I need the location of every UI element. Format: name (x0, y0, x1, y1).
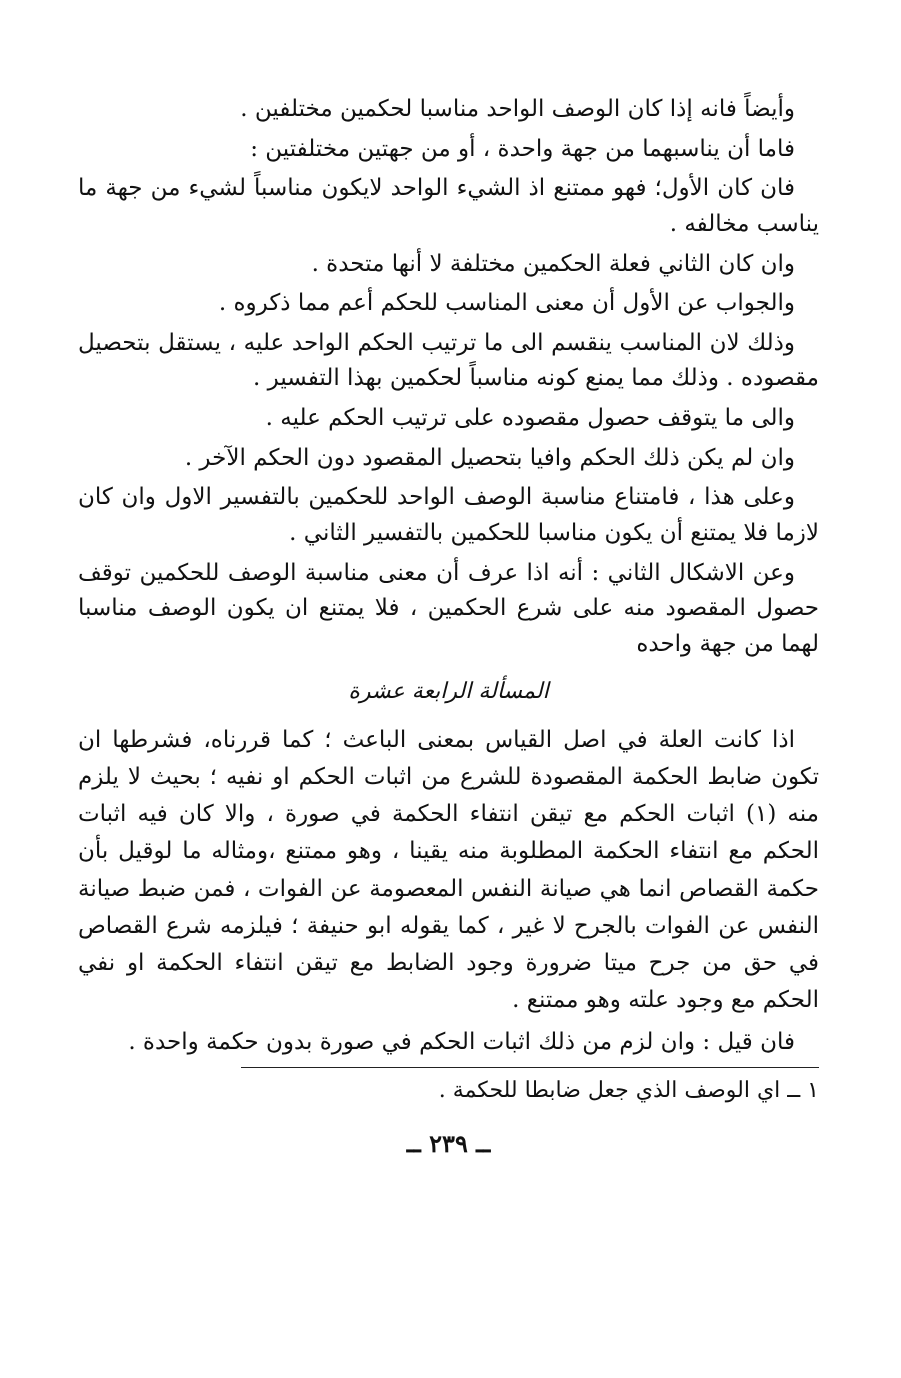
paragraph: والى ما يتوقف حصول مقصوده على ترتيب الحكم عليه . (265, 405, 795, 432)
section-body-text (78, 722, 819, 1061)
paragraph: وعلى هذا ، فامتناع مناسبة الوصف الواحد للحكمين بالتفسير الاول وان كان لازما فلا يمتنع أن يكون مناسبا للحكمين بالتفسير الثاني . (78, 484, 819, 547)
paragraph: وان كان الثاني فعلة الحكمين مختلفة لا أنها متحدة . (311, 250, 795, 277)
paragraph: وذلك لان المناسب ينقسم الى ما ترتيب الحكم الواحد عليه ، يستقل بتحصيل مقصوده . وذلك مما يمنع كونه مناسباً لحكمين بهذا التفسير . (78, 329, 819, 392)
paragraph: والجواب عن الأول أن معنى المناسب للحكم أعم مما ذكروه . (218, 290, 795, 317)
paragraph: وان لم يكن ذلك الحكم وافيا بتحصيل المقصود دون الحكم الآخر . (184, 444, 795, 471)
paragraph: فاما أن يناسبهما من جهة واحدة ، أو من جهتين مختلفتين : (250, 135, 795, 162)
paragraph: وعن الاشكال الثاني : أنه اذا عرف أن معنى مناسبة الوصف للحكمين توقف حصول المقصود منه على شرع الحكمين ، فلا يمتنع ان يكون الوصف مناسبا لهما من جهة واحده (78, 559, 819, 657)
paragraph: اذا كانت العلة في اصل القياس بمعنى الباعث ؛ كما قررناه، فشرطها ان تكون ضابط الحكمة المقصودة للشرع من اثبات الحكم او نفيه ؛ بحيث لا يلزم منه (١) اثبات الحكم مع تيقن انتفاء الحكمة في صورة ، والا كان فيه اثبات الحكم مع انتفاء الحكمة المطلوبة منه يقينا ، وهو ممتنع ،ومثاله ما لوقيل بأن حكمة القصاص انما هي صيانة النفس المعصومة عن الفوات ، فمن ضبط صيانة النفس عن الفوات بالجرح لا غير ، كما يقوله ابو حنيفة ؛ فيلزمه شرع القصاص في حق من جرح ميتا ضرورة وجود الضابط مع تيقن انتفاء الحكمة او نفي الحكم مع وجود علته وهو ممتنع . (78, 726, 819, 1014)
section-title: المسألة الرابعة عشرة (348, 678, 549, 704)
body-text (78, 92, 819, 663)
paragraph: فان قيل : وان لزم من ذلك اثبات الحكم في صورة بدون حكمة واحدة . (128, 1028, 795, 1055)
footnote-divider (241, 1067, 819, 1068)
footnote: ١ ــ اي الوصف الذي جعل ضابطا للحكمة . (438, 1077, 819, 1103)
paragraph: فان كان الأول؛ فهو ممتنع اذ الشيء الواحد لايكون مناسباً لشيء من جهة ما يناسب مخالفه . (78, 175, 819, 237)
paragraph: وأيضاً فانه إذا كان الوصف الواحد مناسبا لحكمين مختلفين . (240, 96, 795, 122)
page-number: ــ ٢٣٩ ــ (406, 1128, 491, 1158)
